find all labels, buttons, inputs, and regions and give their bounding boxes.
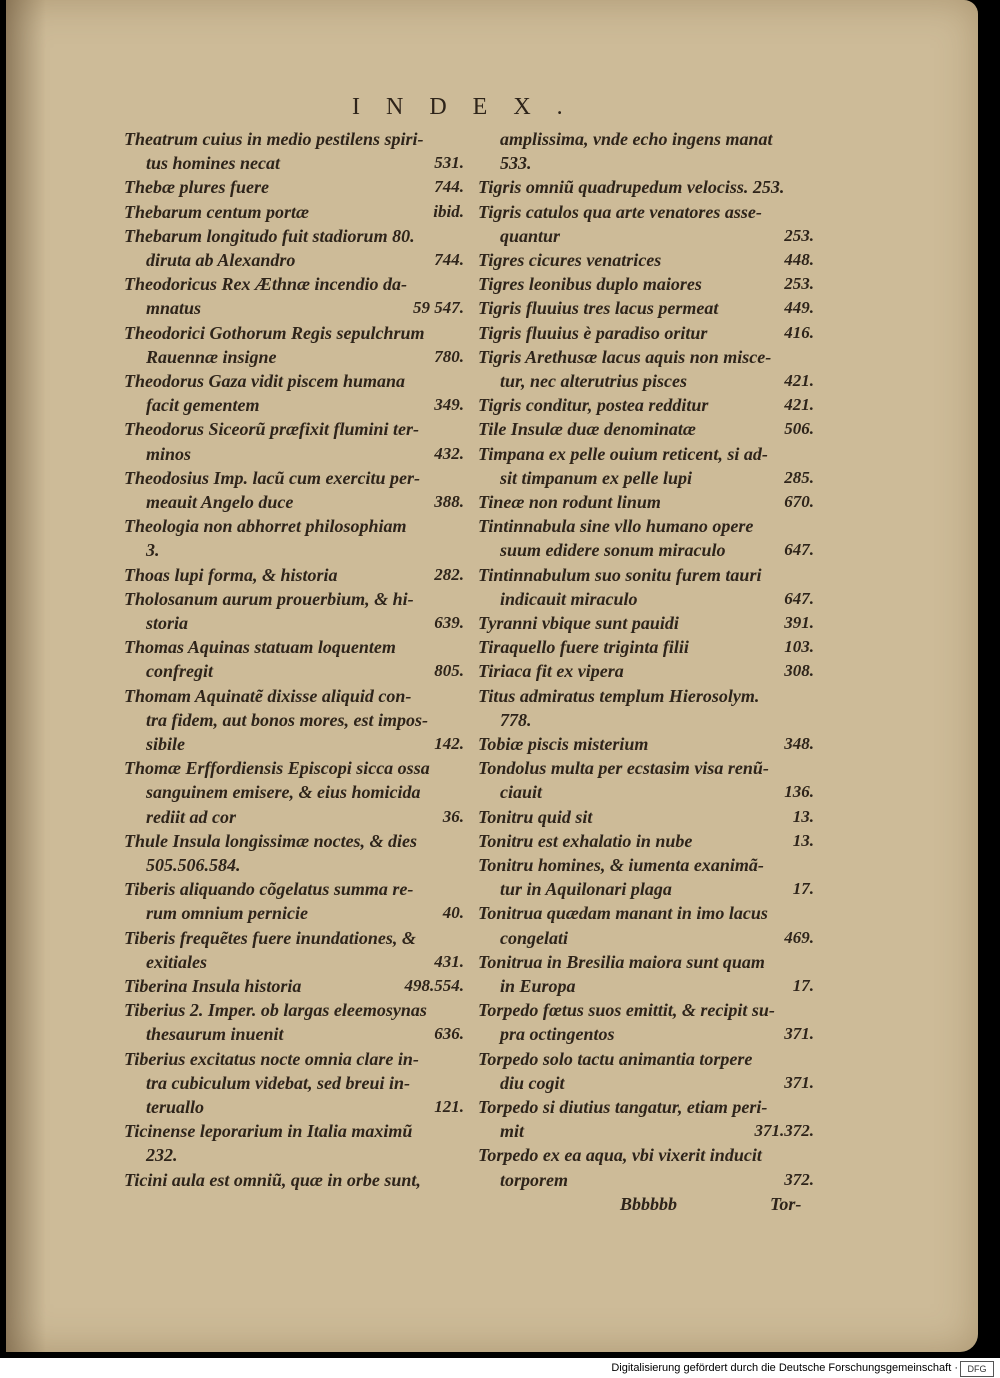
index-entry-line: Thomas Aquinas statuam loquentem <box>124 637 396 658</box>
index-entry-line: amplissima, vnde echo ingens manat <box>500 129 773 149</box>
index-entry-line: Torpedo ex ea aqua, vbi vixerit inducit <box>478 1145 762 1166</box>
page-reference-number: 805. <box>434 661 464 681</box>
index-entry-line: torporem <box>500 1169 569 1190</box>
index-entry-line: Tigris fluuius è paradiso oritur <box>478 322 708 343</box>
index-entry-line: Theodoricus Rex Æthnæ incendio da- <box>124 274 408 295</box>
index-entry-line: Tiraquello fuere triginta filii <box>478 637 689 658</box>
index-entry-line: Tintinnabula sine vllo humano opere <box>478 516 754 537</box>
index-entry-line: confregit <box>146 661 213 682</box>
index-entry-line: Theodosius Imp. lacũ cum exercitu per- <box>124 467 420 488</box>
index-entry-line: 533. <box>500 153 532 174</box>
index-entry-line: rediit ad cor <box>146 806 236 827</box>
index-entry-line: Thule Insula longissimæ noctes, & dies <box>124 830 418 851</box>
index-entry-line: Ticini aula est omniũ, quæ in orbe sunt, <box>124 1169 421 1190</box>
page-reference-number: 285. <box>784 467 814 487</box>
index-entry-line: Theodorus Siceorũ præfixit flumini ter- <box>124 419 420 440</box>
page-reference-number: 17. <box>792 976 814 995</box>
index-entry-line: Thomam Aquinatẽ dixisse aliquid con- <box>124 685 412 706</box>
page-reference-number: 103. <box>784 637 814 657</box>
index-entry-line: Tintinnabulum suo sonitu furem tauri <box>478 564 762 585</box>
page-reference-number: 421. <box>784 371 814 390</box>
index-entry-line: Torpedo fœtus suos emittit, & recipit su- <box>478 1000 775 1021</box>
index-entry-line: meauit Angelo duce <box>146 492 294 512</box>
index-entry-line: tus homines necat <box>146 153 281 174</box>
index-entry-line: minos <box>146 443 192 464</box>
page-reference-number: 421. <box>784 395 814 415</box>
index-entry-line: Tiberius excitatus nocte omnia clare in- <box>124 1048 419 1069</box>
index-entry-line: Theatrum cuius in medio pestilens spiri- <box>124 129 424 149</box>
index-entry-line: Tigris Arethusæ lacus aquis non misce- <box>478 346 772 367</box>
page-reference-number: 253. <box>784 274 814 294</box>
index-entry-line: quantur <box>500 225 561 246</box>
index-entry-line: Tonitru est exhalatio in nube <box>478 830 693 851</box>
page-reference-number: 371.372. <box>754 1121 814 1141</box>
index-entry-line: Thoas lupi forma, & historia <box>124 564 338 585</box>
index-entry-line: Tobiæ piscis misterium <box>478 734 649 754</box>
index-entry-line: tra cubiculum videbat, sed breui in- <box>146 1072 411 1093</box>
page-reference-number: 449. <box>784 298 814 318</box>
page-reference-number: 670. <box>784 492 814 511</box>
index-entry-line: Tineæ non rodunt linum <box>478 492 661 512</box>
index-entry-line: Thebarum longitudo fuit stadiorum 80. <box>124 225 415 246</box>
index-entry-line: ciauit <box>500 782 543 803</box>
index-entry-line: Tigris catulos qua arte venatores asse- <box>478 201 762 222</box>
index-entry-line: in Europa <box>500 976 576 996</box>
index-entry-line: 3. <box>146 540 160 561</box>
index-entry-line: Titus admiratus templum Hierosolym. <box>478 685 760 706</box>
index-entry-line: tra fidem, aut bonos mores, est impos- <box>146 709 429 730</box>
index-entry-line: Tholosanum aurum prouerbium, & hi- <box>124 588 414 609</box>
index-entry-line: storia <box>146 613 189 633</box>
page-reference-number: 744. <box>434 250 464 269</box>
page-reference-number: 432. <box>434 443 464 463</box>
page-reference-number: 59 547. <box>413 298 464 318</box>
index-entry-line: Theodorici Gothorum Regis sepulchrum <box>124 322 425 343</box>
page-reference-number: 531. <box>434 153 464 173</box>
index-entry-line: Ticinense leporarium in Italia maximũ <box>124 1121 413 1142</box>
index-entry-line: Tonitru homines, & iumenta exanimã- <box>478 855 764 875</box>
page-reference-number: 136. <box>784 782 814 802</box>
index-entry-line: tur, nec alterutrius pisces <box>500 371 688 391</box>
index-entry-line: Tiberius 2. Imper. ob largas eleemosynas <box>124 1000 427 1021</box>
index-entry-line: Timpana ex pelle ouium reticent, si ad- <box>478 443 768 464</box>
index-entry-line: mit <box>500 1121 525 1142</box>
page-reference-number: 448. <box>784 250 814 269</box>
page-reference-number: 506. <box>784 419 814 439</box>
index-entry-line: Torpedo solo tactu animantia torpere <box>478 1048 753 1069</box>
dfg-logo-icon: DFG <box>960 1361 994 1377</box>
index-entry-line: 778. <box>500 709 532 730</box>
index-entry-line: tur in Aquilonari plaga <box>500 879 672 900</box>
index-entry-line: Rauennæ insigne <box>146 346 277 367</box>
page-reference-number: 371. <box>784 1072 814 1092</box>
index-entry-line: sibile <box>146 734 185 754</box>
book-page <box>6 0 978 1352</box>
index-entry-line: Tiberis frequẽtes fuere inundationes, & <box>124 927 416 948</box>
page-reference-number: 348. <box>784 734 814 753</box>
index-entry-line: Tile Insulæ duæ denominatæ <box>478 419 696 440</box>
page-reference-number: 416. <box>784 322 814 342</box>
index-entry-line: Tigres leonibus duplo maiores <box>478 274 702 295</box>
index-entry-line: Tigris omniũ quadrupedum velociss. 253. <box>478 177 785 198</box>
index-entry-line: exitiales <box>146 951 207 972</box>
page-header: INDEX. <box>352 94 589 120</box>
index-entry-line: Torpedo si diutius tangatur, etiam peri- <box>478 1097 768 1117</box>
index-entry-line: facit gementem <box>146 395 260 416</box>
page-reference-number: 17. <box>792 879 814 899</box>
index-entry-line: Tonitrua quædam manant in imo lacus <box>478 903 768 924</box>
index-entry-line: Thebæ plures fuere <box>124 177 269 198</box>
index-entry-line: Tiberis aliquando cõgelatus summa re- <box>124 879 414 900</box>
index-entry-line: mnatus <box>146 298 202 319</box>
index-entry-line: 232. <box>146 1145 178 1166</box>
page-reference-number: 372. <box>784 1169 814 1189</box>
page-reference-number: 636. <box>434 1024 464 1044</box>
page-reference-number: 40. <box>442 903 464 923</box>
index-entry-line: thesaurum inuenit <box>146 1024 284 1045</box>
index-entry-line: indicauit miraculo <box>500 588 638 609</box>
index-entry-line: congelati <box>500 927 568 948</box>
index-entry-line: sit timpanum ex pelle lupi <box>500 467 693 488</box>
index-entry-line: sanguinem emisere, & eius homicida <box>146 782 421 803</box>
index-entry-line: Thomæ Erffordiensis Episcopi sicca ossa <box>124 758 430 779</box>
page-reference-number: 13. <box>792 830 814 850</box>
page-reference-number: 142. <box>434 734 464 753</box>
page-reference-number: 469. <box>784 927 814 947</box>
page-reference-number: ibid. <box>433 201 464 221</box>
index-entry-line: diu cogit <box>500 1072 565 1093</box>
page-reference-number: 647. <box>784 540 814 560</box>
index-entry-line: 505.506.584. <box>146 855 241 875</box>
index-entry-line: diruta ab Alexandro <box>146 250 296 270</box>
page-reference-number: 388. <box>434 492 464 511</box>
signature-mark: Bbbbbb <box>620 1194 678 1214</box>
index-entry-line: Theodorus Gaza vidit piscem humana <box>124 371 406 391</box>
index-entry-line: Tonitrua in Bresilia maiora sunt quam <box>478 951 765 972</box>
page-reference-number: 371. <box>784 1024 814 1044</box>
index-entry-line: Tigres cicures venatrices <box>478 250 662 270</box>
page-reference-number: 744. <box>434 177 464 197</box>
index-entry-line: pra octingentos <box>500 1024 615 1045</box>
page-reference-number: 780. <box>434 346 464 366</box>
page-reference-number: 308. <box>784 661 814 681</box>
index-entry-line: Theologia non abhorret philosophiam <box>124 516 407 537</box>
index-entry-line: Tiriaca fit ex vipera <box>478 661 624 682</box>
index-entry-line: Tyranni vbique sunt pauidi <box>478 613 679 633</box>
page-reference-number: 36. <box>442 806 464 826</box>
index-entry-line: Thebarum centum portæ <box>124 201 310 222</box>
index-entry-line: suum edidere sonum miraculo <box>500 540 726 561</box>
index-entry-line: teruallo <box>146 1097 205 1117</box>
page-reference-number: 647. <box>784 588 814 608</box>
page-reference-number: 13. <box>792 806 814 826</box>
page-reference-number: 639. <box>434 613 464 632</box>
page-reference-number: 498.554. <box>404 976 464 995</box>
index-entry-line: rum omnium pernicie <box>146 903 309 924</box>
index-entry-line: Tonitru quid sit <box>478 806 593 827</box>
index-entry-line: Tondolus multa per ecstasim visa renũ- <box>478 758 769 779</box>
page-reference-number: 349. <box>434 395 464 415</box>
page-reference-number: 253. <box>784 225 814 245</box>
index-entry-line: Tigris fluuius tres lacus permeat <box>478 298 719 319</box>
index-entry-line: Tigris conditur, postea redditur <box>478 395 709 416</box>
catchword: Tor- <box>770 1194 802 1214</box>
page-reference-number: 391. <box>784 613 814 632</box>
footer-credit: Digitalisierung gefördert durch die Deutsche Forschungsgemeinschaft · <box>611 1362 958 1374</box>
page-reference-number: 282. <box>434 564 464 584</box>
page-reference-number: 431. <box>434 951 464 971</box>
index-entry-line: Tiberina Insula historia <box>124 976 302 996</box>
page-reference-number: 121. <box>434 1097 464 1116</box>
